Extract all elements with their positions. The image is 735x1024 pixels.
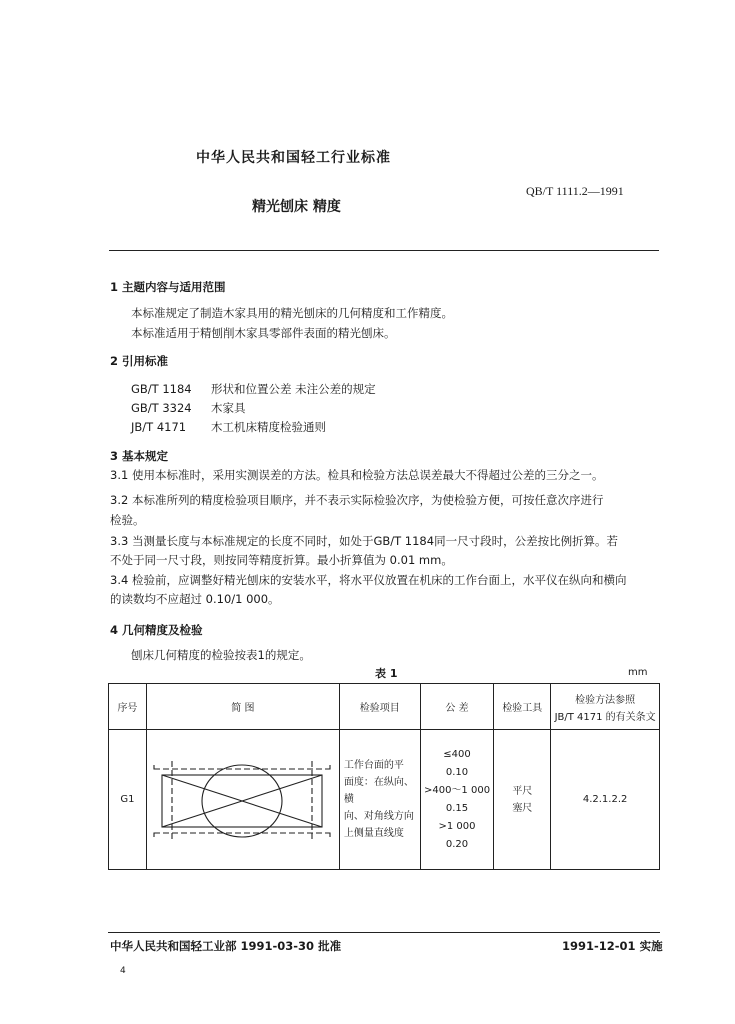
section-1-heading: 1 主题内容与适用范围 [110,280,226,294]
section-3-line: 检验。 [110,513,145,527]
tolerance-line: ≤400 [443,748,471,760]
header-no: 序号 [109,684,147,730]
reference-title: 形状和位置公差 未注公差的规定 [211,382,376,396]
header-item: 检验项目 [339,684,420,730]
section-4-intro: 刨床几何精度的检验按表1的规定。 [131,648,311,662]
item-line: 上侧量直线度 [343,828,404,839]
planer-table-diagram [150,755,335,845]
section-3-line: 的读数均不应超过 0.10/1 000。 [110,592,280,606]
page-number: 4 [120,966,126,976]
reference-item [131,419,326,435]
standard-code: QB/T 1111.2—1991 [526,184,624,198]
item-line: 面度：在纵向、横 [343,777,414,805]
corner-marker [154,833,158,837]
header-reference-line-1: 检验方法参照 [575,694,636,706]
item-line: 工作台面的平 [343,760,404,771]
header-reference-line-2: JB/T 4171 的有关条文 [554,711,656,723]
row-item [339,730,420,870]
tolerance-line: 0.20 [445,838,469,850]
row-diagram [146,730,339,870]
row-tolerance [420,730,494,870]
header-tolerance: 公 差 [420,684,494,730]
header-diagram: 简 图 [146,684,339,730]
tolerance-line: >1 000 [438,820,476,832]
reference-code: GB/T 3324 [131,401,192,415]
header-reference [551,684,660,730]
row-no: G1 [109,730,147,870]
corner-marker [326,765,330,769]
reference-code: GB/T 1184 [131,382,192,396]
table-row [109,730,660,870]
item-line: 向、对角线方向 [343,811,414,822]
tolerance-line: >400～1 000 [423,784,491,796]
section-2-heading: 2 引用标准 [110,354,169,368]
doc-title: 精光刨床 精度 [252,199,341,215]
corner-marker [326,833,330,837]
header-rule [109,250,659,251]
reference-code: JB/T 4171 [131,420,187,434]
tool-line: 塞尺 [512,802,533,814]
reference-item [131,381,376,397]
reference-title: 木工机床精度检验通则 [211,420,326,434]
table-header-row [109,684,660,730]
section-1-paragraph-1: 本标准规定了制造木家具用的精光刨床的几何精度和工作精度。 [131,306,453,320]
reference-title: 木家具 [211,401,246,415]
section-3-line: 3.1 使用本标准时，采用实测误差的方法。检具和检验方法总误差最大不得超过公差的三分之一。 [110,468,604,482]
footer-rule [108,932,660,933]
section-1-paragraph-2: 本标准适用于精刨削木家具零部件表面的精光刨床。 [131,326,396,340]
row-reference: 4.2.1.2.2 [551,730,660,870]
org-title: 中华人民共和国轻工行业标准 [196,150,391,166]
tool-line: 平尺 [512,785,533,797]
section-3-heading: 3 基本规定 [110,449,169,463]
implementation-date: 1991-12-01 实施 [562,939,663,953]
corner-marker [154,765,158,769]
table-caption: 表 1 [375,667,398,680]
reference-item [131,400,246,416]
section-3-line: 不处于同一尺寸段，则按同等精度折算。最小折算值为 0.01 mm。 [110,553,453,567]
approval-line: 中华人民共和国轻工业部 1991-03-30 批准 [110,939,342,953]
table-unit: mm [628,667,648,678]
section-3-line: 3.2 本标准所列的精度检验项目顺序，并不表示实际检验次序，为使检验方便，可按任意次序进行 [110,493,604,507]
section-3-line: 3.3 当测量长度与本标准规定的长度不同时，如处于GB/T 1184同一尺寸段时，公差按比例折算。若 [110,534,619,548]
section-3-line: 3.4 检验前，应调整好精光刨床的安装水平，将水平仪放置在机床的工作台面上，水平仪在纵向和横向 [110,573,627,587]
tolerance-line: 0.10 [445,766,469,778]
row-tools [494,730,551,870]
tolerance-line: 0.15 [445,802,469,814]
section-4-heading: 4 几何精度及检验 [110,623,203,637]
header-tools: 检验工具 [494,684,551,730]
geometric-accuracy-table [108,683,660,870]
